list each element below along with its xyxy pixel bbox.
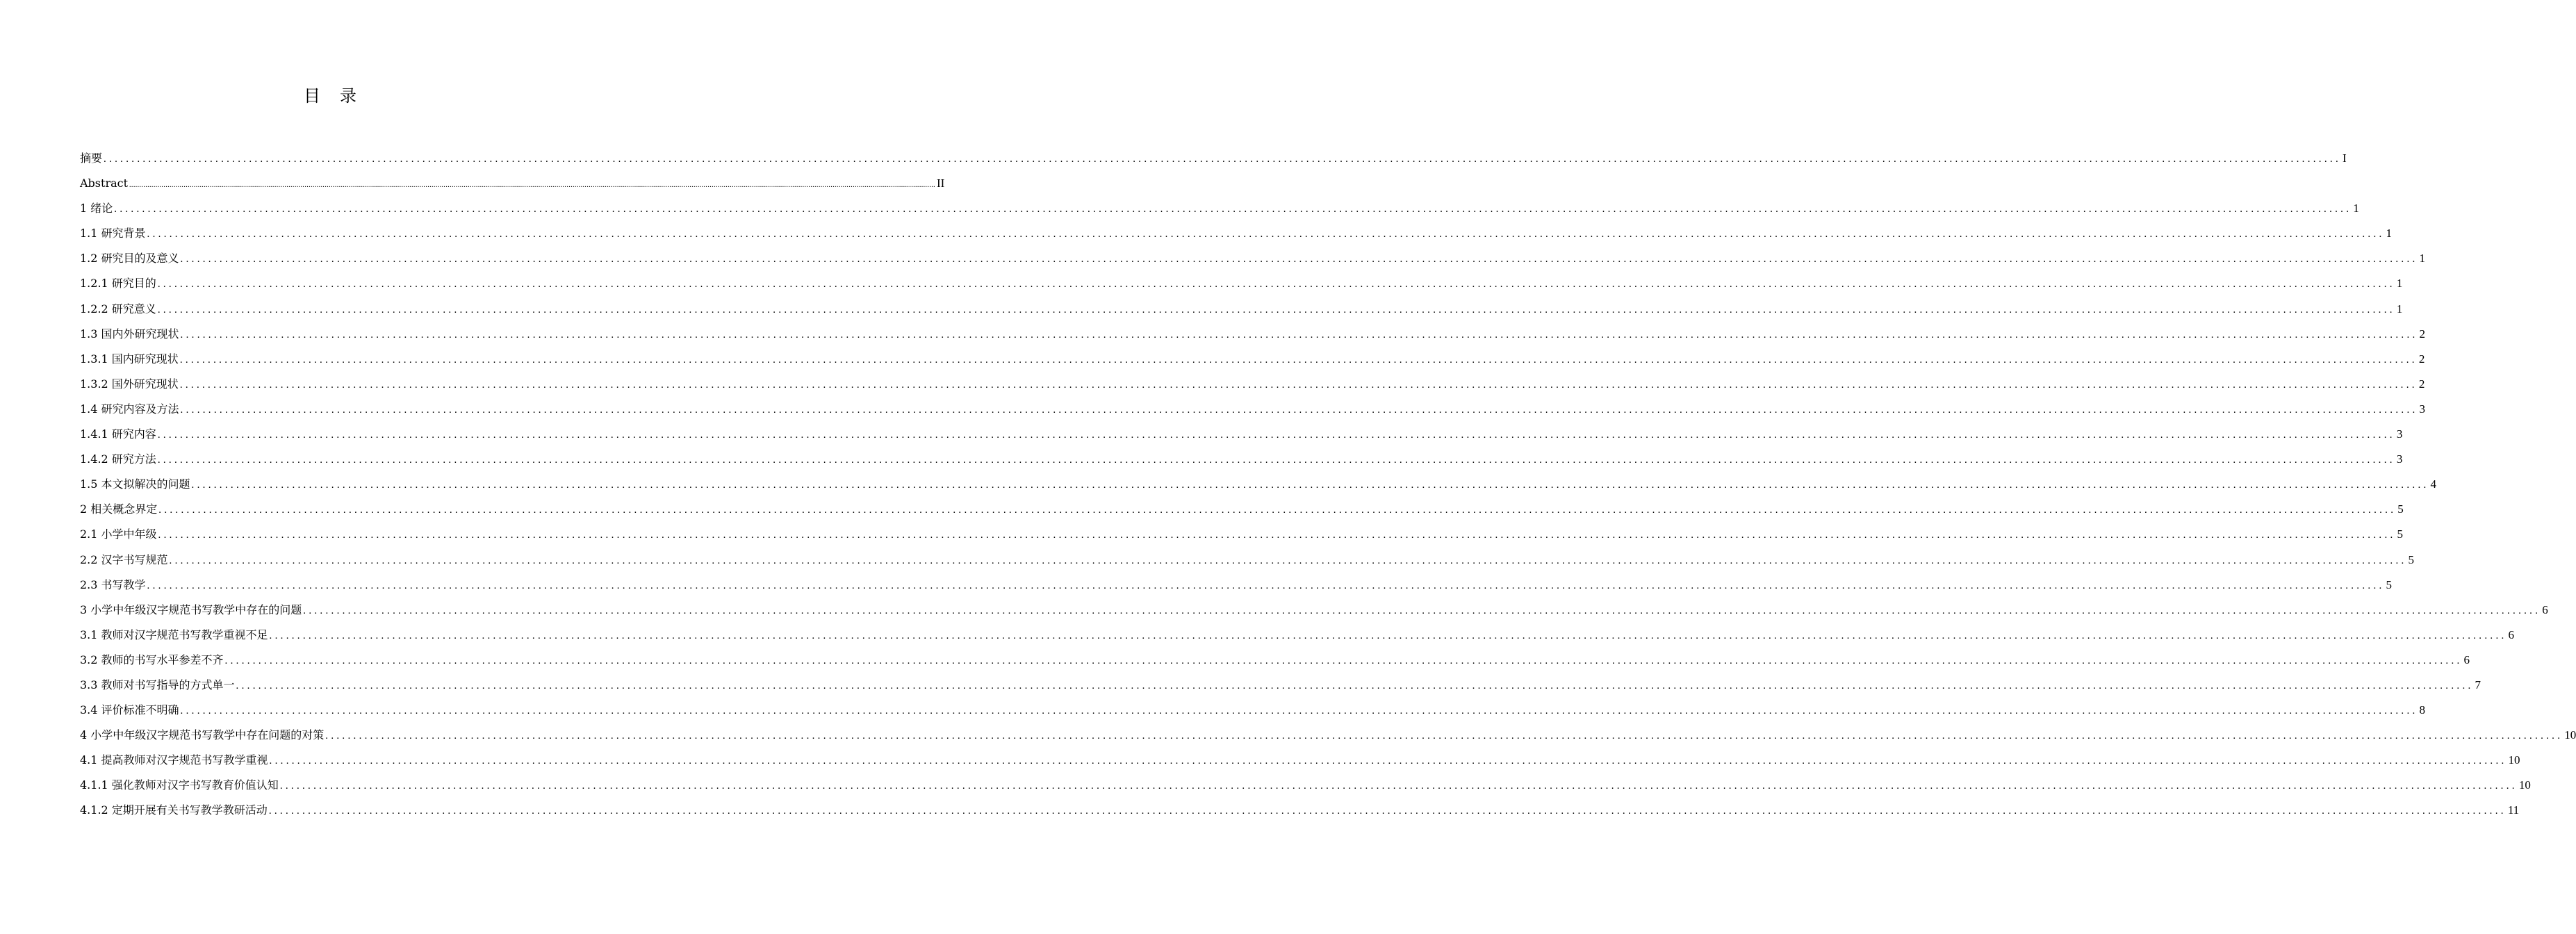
toc-entry-label: 1.2.2 研究意义 (80, 302, 156, 316)
toc-entry-label: 1.3.1 国内研究现状 (80, 352, 179, 366)
toc-entry-page-number: 2 (2419, 327, 2426, 341)
toc-leader-dots: ................................................................................................................................................................................................................................................................................................................................................................................................................ (325, 730, 2563, 742)
toc-entry-page-number: 5 (2397, 502, 2404, 516)
toc-entry[interactable] (80, 798, 2520, 823)
toc-leader-dots: ................................................................................................................................................................................................................................................................................................................................................................................................................ (158, 505, 2397, 516)
toc-leader-dots: ................................................................................................................................................................................................................................................................................................................................................................................................................ (129, 181, 936, 190)
toc-entry-label: 4.1.1 强化教师对汉字书写教育价值认知 (80, 778, 279, 792)
toc-list (80, 146, 2576, 824)
toc-entry[interactable] (80, 623, 2515, 648)
toc-entry-label: 1 绪论 (80, 202, 113, 215)
toc-entry[interactable] (80, 297, 2403, 322)
toc-entry[interactable] (80, 447, 2403, 472)
toc-entry-page-number: 1 (2396, 277, 2403, 290)
toc-entry-label: 3.4 评价标准不明确 (80, 703, 179, 717)
toc-leader-dots: ................................................................................................................................................................................................................................................................................................................................................................................................................ (157, 429, 2395, 441)
toc-entry-page-number: 8 (2419, 703, 2426, 717)
toc-entry[interactable] (80, 372, 2425, 397)
toc-leader-dots: ................................................................................................................................................................................................................................................................................................................................................................................................................ (180, 329, 2418, 341)
toc-title: 目录 (304, 86, 376, 106)
toc-entry-page-number: 3 (2396, 452, 2403, 466)
toc-entry[interactable] (80, 723, 2576, 748)
toc-leader-dots: ................................................................................................................................................................................................................................................................................................................................................................................................................ (269, 755, 2507, 767)
toc-entry[interactable] (80, 271, 2403, 296)
toc-entry-page-number: II (937, 177, 945, 190)
toc-leader-dots: ................................................................................................................................................................................................................................................................................................................................................................................................................ (147, 580, 2385, 591)
toc-leader-dots: ................................................................................................................................................................................................................................................................................................................................................................................................................ (180, 705, 2418, 717)
toc-entry[interactable] (80, 773, 2531, 798)
toc-entry-label: 1.2.1 研究目的 (80, 277, 156, 290)
toc-entry-label: 3.2 教师的书写水平参差不齐 (80, 653, 224, 666)
toc-leader-dots: ................................................................................................................................................................................................................................................................................................................................................................................................................ (157, 304, 2395, 316)
toc-entry-page-number: 2 (2418, 377, 2425, 391)
toc-entry-page-number: 10 (2518, 778, 2531, 792)
toc-entry-label: 摘要 (80, 151, 103, 165)
toc-leader-dots: ................................................................................................................................................................................................................................................................................................................................................................................................................ (191, 480, 2429, 491)
toc-entry[interactable] (80, 196, 2359, 221)
toc-entry[interactable] (80, 598, 2548, 623)
toc-entry[interactable] (80, 472, 2437, 497)
toc-entry-label: 1.4.1 研究内容 (80, 427, 156, 441)
toc-entry-label: 4.1 提高教师对汉字规范书写教学重视 (80, 753, 268, 767)
toc-entry[interactable] (80, 573, 2393, 598)
toc-leader-dots: ................................................................................................................................................................................................................................................................................................................................................................................................................ (114, 204, 2352, 215)
toc-entry-label: 2.1 小学中年级 (80, 527, 157, 541)
toc-entry-label: 1.4 研究内容及方法 (80, 402, 179, 416)
toc-entry-page-number: 1 (2419, 252, 2426, 265)
toc-entry[interactable] (80, 648, 2470, 673)
toc-entry[interactable] (80, 497, 2404, 522)
toc-entry-page-number: 10 (2508, 753, 2520, 767)
toc-leader-dots: ................................................................................................................................................................................................................................................................................................................................................................................................................ (279, 780, 2518, 792)
toc-entry-page-number: 1 (2353, 202, 2359, 215)
toc-entry-label: 1.3 国内外研究现状 (80, 327, 179, 341)
toc-entry-page-number: 5 (2397, 527, 2404, 541)
toc-entry[interactable] (80, 322, 2426, 347)
toc-leader-dots: ................................................................................................................................................................................................................................................................................................................................................................................................................ (104, 154, 2342, 165)
toc-leader-dots: ................................................................................................................................................................................................................................................................................................................................................................................................................ (303, 605, 2541, 616)
toc-entry-label: 2.2 汉字书写规范 (80, 552, 168, 566)
toc-leader-dots: ................................................................................................................................................................................................................................................................................................................................................................................................................ (268, 805, 2507, 817)
toc-entry[interactable] (80, 246, 2426, 271)
toc-entry[interactable] (80, 698, 2426, 723)
toc-entry-page-number: 1 (2386, 227, 2393, 240)
toc-leader-dots: ................................................................................................................................................................................................................................................................................................................................................................................................................ (147, 229, 2385, 240)
toc-entry-label: 4.1.2 定期开展有关书写教学教研活动 (80, 803, 268, 817)
toc-leader-dots: ................................................................................................................................................................................................................................................................................................................................................................................................................ (224, 655, 2463, 666)
toc-entry-page-number: 2 (2418, 352, 2425, 366)
toc-entry[interactable] (80, 397, 2426, 422)
toc-entry-page-number: I (2343, 151, 2347, 165)
toc-entry-label: 1.3.2 国外研究现状 (80, 377, 179, 391)
toc-leader-dots: ................................................................................................................................................................................................................................................................................................................................................................................................................ (179, 379, 2418, 391)
toc-entry-label: 2.3 书写教学 (80, 577, 146, 591)
toc-leader-dots: ................................................................................................................................................................................................................................................................................................................................................................................................................ (169, 555, 2407, 566)
toc-entry-label: Abstract (80, 177, 129, 190)
toc-entry-label: 3.3 教师对书写指导的方式单一 (80, 678, 235, 691)
toc-entry-page-number: 5 (2408, 552, 2415, 566)
toc-entry[interactable] (80, 522, 2404, 547)
toc-entry-page-number: 4 (2430, 477, 2437, 491)
toc-leader-dots: ................................................................................................................................................................................................................................................................................................................................................................................................................ (180, 404, 2418, 416)
toc-entry-label: 1.4.2 研究方法 (80, 452, 156, 466)
toc-entry-page-number: 5 (2386, 577, 2393, 591)
toc-entry-label: 4 小学中年级汉字规范书写教学中存在问题的对策 (80, 728, 325, 742)
toc-entry[interactable] (80, 347, 2425, 372)
toc-leader-dots: ................................................................................................................................................................................................................................................................................................................................................................................................................ (157, 279, 2395, 290)
toc-entry-page-number: 7 (2475, 678, 2481, 691)
toc-entry-page-number: 6 (2508, 628, 2515, 641)
toc-entry-label: 3 小学中年级汉字规范书写教学中存在的问题 (80, 603, 302, 616)
toc-leader-dots: ................................................................................................................................................................................................................................................................................................................................................................................................................ (157, 454, 2395, 466)
toc-entry-label: 1.1 研究背景 (80, 227, 146, 240)
toc-entry[interactable] (80, 548, 2415, 573)
toc-leader-dots: ................................................................................................................................................................................................................................................................................................................................................................................................................ (236, 680, 2474, 691)
toc-entry[interactable] (80, 673, 2481, 698)
toc-leader-dots: ................................................................................................................................................................................................................................................................................................................................................................................................................ (179, 354, 2418, 366)
toc-entry-label: 2 相关概念界定 (80, 502, 158, 516)
toc-entry-page-number: 3 (2396, 427, 2403, 441)
toc-leader-dots: ................................................................................................................................................................................................................................................................................................................................................................................................................ (180, 254, 2418, 265)
toc-entry-page-number: 11 (2507, 803, 2520, 817)
toc-entry-label: 3.1 教师对汉字规范书写教学重视不足 (80, 628, 268, 641)
toc-entry-page-number: 6 (2463, 653, 2470, 666)
toc-entry[interactable] (80, 221, 2393, 246)
toc-entry-page-number: 1 (2396, 302, 2403, 316)
toc-leader-dots: ................................................................................................................................................................................................................................................................................................................................................................................................................ (269, 630, 2507, 641)
toc-entry-label: 1.5 本文拟解决的问题 (80, 477, 190, 491)
toc-entry[interactable] (80, 748, 2520, 773)
toc-entry-page-number: 3 (2419, 402, 2426, 416)
toc-entry-page-number: 6 (2542, 603, 2548, 616)
toc-entry[interactable] (80, 171, 945, 196)
toc-entry-label: 1.2 研究目的及意义 (80, 252, 179, 265)
toc-entry[interactable] (80, 422, 2403, 447)
toc-leader-dots: ................................................................................................................................................................................................................................................................................................................................................................................................................ (158, 530, 2396, 541)
toc-entry-page-number: 10 (2564, 728, 2576, 742)
toc-entry[interactable] (80, 146, 2347, 171)
